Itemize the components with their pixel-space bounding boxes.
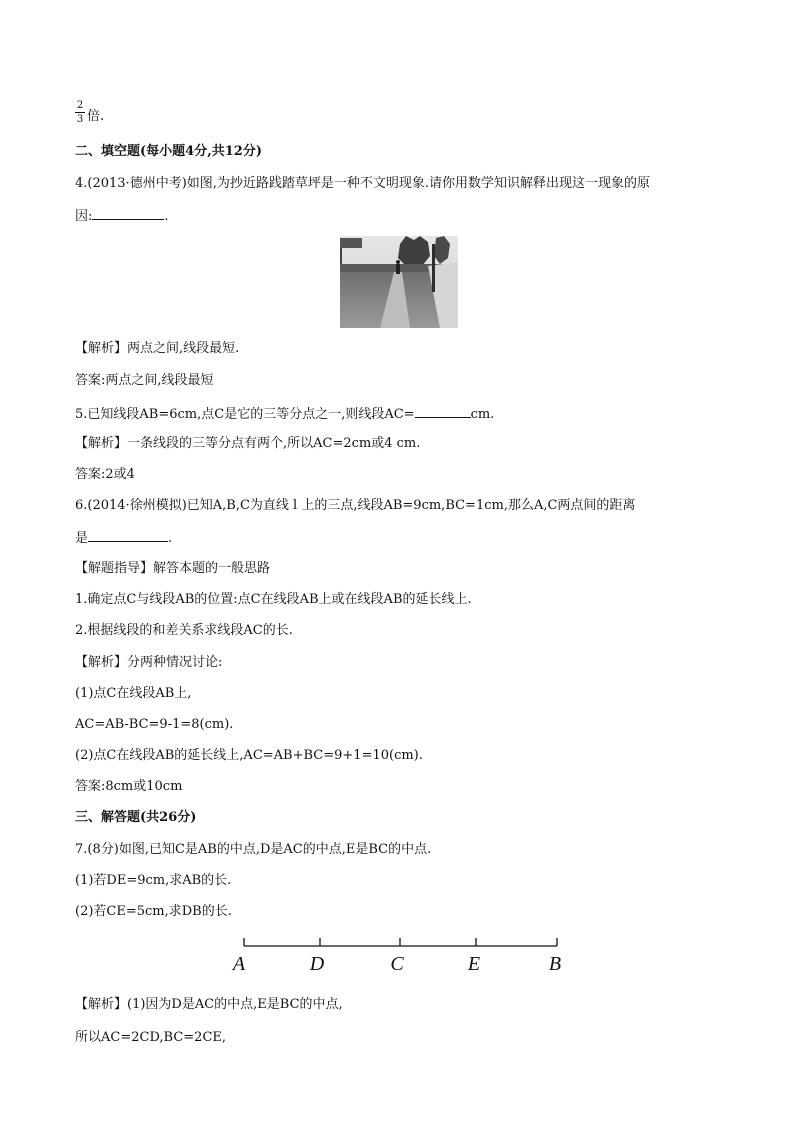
q5-stem	[75, 405, 494, 423]
fraction-suffix: 倍.	[87, 109, 105, 124]
q5-suffix: cm.	[470, 407, 495, 422]
q6-analysis: 【解析】分两种情况讨论:	[75, 655, 223, 670]
q5-prefix: 5.已知线段AB=6cm,点C是它的三等分点之一,则线段AC=	[75, 407, 415, 422]
section-heading-solve: 三、解答题(共26分)	[75, 810, 197, 825]
q6-prefix: 是	[75, 531, 89, 546]
trampled-lawn-photo	[340, 236, 458, 328]
q5-analysis: 【解析】一条线段的三等分点有两个,所以AC=2cm或4 cm.	[75, 436, 421, 451]
point-label-a: A	[232, 953, 246, 975]
q7-part2: (2)若CE=5cm,求DB的长.	[75, 904, 232, 919]
q7-analysis-line2: 所以AC=2CD,BC=2CE,	[75, 1030, 227, 1045]
q6-answer: 答案:8cm或10cm	[75, 779, 183, 794]
q4-answer: 答案:两点之间,线段最短	[75, 373, 214, 388]
point-label-b: B	[548, 953, 562, 975]
segment-diagram	[225, 930, 575, 982]
point-label-d: D	[309, 953, 325, 975]
q6-answer-blank	[88, 529, 168, 542]
q5-answer-blank	[415, 405, 471, 418]
fraction-numerator: 2	[76, 100, 84, 111]
fraction-bar	[75, 112, 85, 113]
q4-analysis: 【解析】两点之间,线段最短.	[75, 341, 240, 356]
q6-stem-line2	[75, 529, 172, 547]
q6-stem-line1: 6.(2014·徐州模拟)已知A,B,C为直线 l 上的三点,线段AB=9cm,BC=1cm,那么A,C两点间的距离	[75, 498, 636, 513]
q4-stem-line2	[75, 207, 169, 225]
q5-answer: 答案:2或4	[75, 467, 135, 482]
fraction-denominator: 3	[76, 114, 84, 125]
q6-case1-calc: AC=AB-BC=9-1=8(cm).	[75, 717, 234, 732]
fraction-two-thirds	[75, 100, 85, 125]
q6-suffix: .	[168, 531, 173, 546]
point-label-c: C	[390, 953, 404, 975]
q6-case2: (2)点C在线段AB的延长线上,AC=AB+BC=9+1=10(cm).	[75, 748, 423, 763]
section-heading-fill-blank: 二、填空题(每小题4分,共12分)	[75, 144, 262, 159]
q4-prefix: 因:	[75, 209, 93, 224]
q6-case1: (1)点C在线段AB上,	[75, 686, 192, 701]
q4-suffix: .	[164, 209, 169, 224]
q7-analysis: 【解析】(1)因为D是AC的中点,E是BC的中点,	[75, 997, 343, 1012]
q6-guide-step2: 2.根据线段的和差关系求线段AC的长.	[75, 623, 293, 638]
q7-stem: 7.(8分)如图,已知C是AB的中点,D是AC的中点,E是BC的中点.	[75, 842, 432, 857]
q4-answer-blank	[92, 207, 164, 220]
q6-guide-step1: 1.确定点C与线段AB的位置:点C在线段AB上或在线段AB的延长线上.	[75, 592, 472, 607]
point-label-e: E	[467, 953, 481, 975]
q6-guide-heading: 【解题指导】解答本题的一般思路	[75, 561, 271, 576]
q7-part1: (1)若DE=9cm,求AB的长.	[75, 873, 232, 888]
q4-stem-line1: 4.(2013·德州中考)如图,为抄近路践踏草坪是一种不文明现象.请你用数学知识解释出现这一现象的原	[75, 176, 651, 191]
